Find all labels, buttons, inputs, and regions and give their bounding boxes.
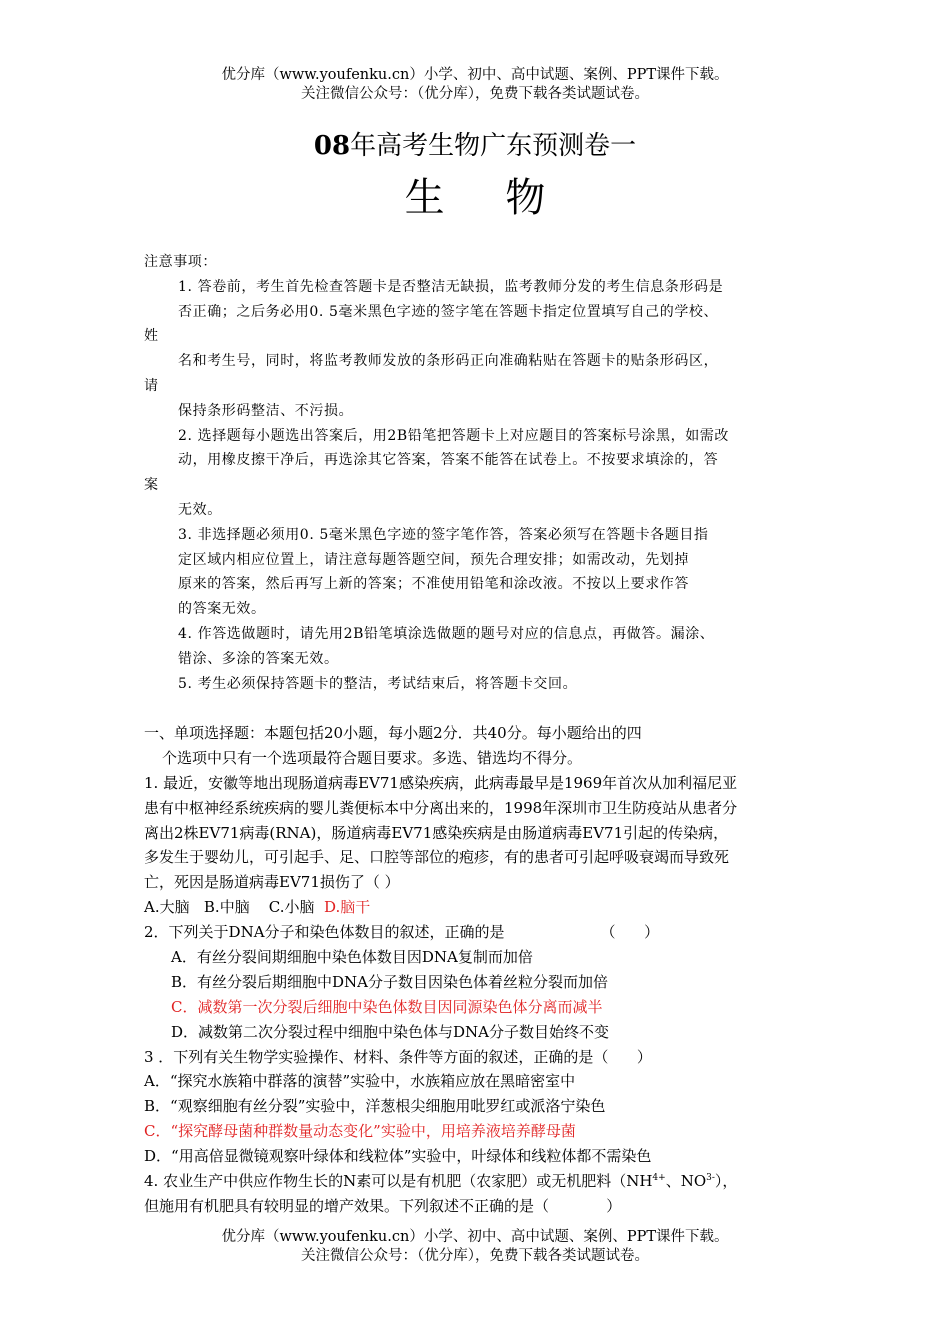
option-d: D．“用高倍显微镜观察叶绿体和线粒体”实验中，叶绿体和线粒体都不需染色 (144, 1147, 652, 1166)
question-3 (144, 1045, 814, 1169)
option-b: B．有丝分裂后期细胞中DNA分子数目因染色体着丝粒分裂而加倍 (171, 972, 609, 991)
notes-line: 姓 (144, 328, 159, 345)
question-options (144, 895, 814, 920)
option-c-answer: C．“探究酵母菌种群数量动态变化”实验中，用培养液培养酵母菌 (144, 1122, 576, 1141)
notes-heading: 注意事项： (144, 254, 217, 270)
question-text: 多发生于婴幼儿，可引起手、足、口腔等部位的疱疹，有的患者可引起呼吸衰竭而导致死 (144, 848, 730, 867)
question-text: 4. 农业生产中供应作物生长的N素可以是有机肥（农家肥）或无机肥料（NH (144, 1172, 653, 1191)
notes-line: 无效。 (178, 501, 222, 518)
option-a: A．“探究水族箱中群落的演替”实验中，水族箱应放在黑暗密室中 (144, 1072, 576, 1091)
notes-section (144, 250, 814, 696)
title-year: 08 (313, 131, 351, 161)
notes-line: 4. 作答选做题时，请先用2B铅笔填涂选做题的题号对应的信息点，再做答。漏涂、 (178, 625, 715, 642)
footer-line-1: 优分库（www.youfenku.cn）小学、初中、高中试题、案例、PPT课件下载。 (221, 1229, 729, 1245)
superscript: 4+ (652, 1173, 666, 1184)
question-text: 但施用有机肥具有较明显的增产效果。下列叙述不正确的是（ ） (144, 1196, 622, 1215)
section-heading-cont: 个选项中只有一个选项最符合题目要求。多选、错选均不得分。 (162, 748, 583, 767)
notes-line: 保持条形码整洁、不污损。 (178, 402, 354, 419)
notes-line: 请 (144, 377, 159, 394)
answer-paren: （ ） (600, 923, 660, 942)
header-line-2: 关注微信公众号：（优分库），免费下载各类试题试卷。 (301, 86, 649, 102)
question-4 (144, 1169, 814, 1219)
footer-line-2: 关注微信公众号：（优分库），免费下载各类试题试卷。 (301, 1248, 649, 1264)
notes-line: 错涂、多涂的答案无效。 (178, 650, 339, 667)
notes-line: 1. 答卷前，考生首先检查答题卡是否整洁无缺损，监考教师分发的考生信息条形码是 (178, 278, 724, 295)
notes-line: 案 (144, 477, 159, 494)
notes-line: 定区域内相应位置上，请注意每题答题空间，预先合理安排；如需改动，先划掉 (178, 551, 689, 568)
title-text: 年高考生物广东预测卷一 (350, 131, 637, 161)
question-text: 亡，死因是肠道病毒EV71损伤了（ ） (144, 873, 400, 892)
option-d: D．减数第二次分裂过程中细胞中染色体与DNA分子数目始终不变 (171, 1022, 610, 1041)
notes-line: 3. 非选择题必须用0. 5毫米黑色字迹的签字笔作答，答案必须写在答题卡各题目指 (178, 526, 709, 543)
question-stem (144, 920, 814, 945)
question-text: ）， (714, 1172, 738, 1191)
notes-line: 5. 考生必须保持答题卡的整洁，考试结束后，将答题卡交回。 (178, 675, 578, 692)
notes-line: 动，用橡皮擦干净后，再选涂其它答案，答案不能答在试卷上。不按要求填涂的，答 (178, 452, 719, 469)
option-list: A.大脑 B.中脑 C.小脑 (144, 898, 325, 917)
notes-line: 名和考生号，同时，将监考教师发放的条形码正向准确粘贴在答题卡的贴条形码区， (178, 353, 719, 370)
question-text: 1. 最近，安徽等地出现肠道病毒EV71感染疾病，此病毒最早是1969年首次从加利福尼亚 (144, 773, 738, 792)
page-footer (0, 1228, 950, 1266)
notes-line: 原来的答案，然后再写上新的答案；不准使用铅笔和涂改液。不按以上要求作答 (178, 576, 689, 593)
questions-section (144, 721, 814, 1219)
question-text: 离出2株EV71病毒(RNA)，肠道病毒EV71感染疾病是由肠道病毒EV71引起的传染病， (144, 823, 729, 842)
question-text: 患有中枢神经系统疾病的婴儿粪便标本中分离出来的，1998年深圳市卫生防疫站从患者分 (144, 798, 738, 817)
question-text: 、NO (665, 1172, 707, 1191)
section-heading: 一、单项选择题：本题包括20小题，每小题2分．共40分。每小题给出的四 (144, 724, 642, 742)
notes-line: 否正确；之后务必用0. 5毫米黑色字迹的签字笔在答题卡指定位置填写自己的学校、 (178, 303, 719, 320)
option-a: A．有丝分裂间期细胞中染色体数目因DNA复制而加倍 (171, 948, 533, 967)
question-2 (144, 920, 814, 1044)
question-text: 2．下列关于DNA分子和染色体数目的叙述，正确的是 (144, 923, 505, 942)
option-b: B．“观察细胞有丝分裂”实验中，洋葱根尖细胞用吡罗红或派洛宁染色 (144, 1097, 606, 1116)
question-1 (144, 771, 814, 920)
superscript: 3- (706, 1173, 715, 1184)
question-stem: 3 ．下列有关生物学实验操作、材料、条件等方面的叙述，正确的是（ ） (144, 1047, 652, 1066)
notes-line: 的答案无效。 (178, 601, 266, 618)
option-c-answer: C．减数第一次分裂后细胞中染色体数目因同源染色体分离而减半 (171, 997, 603, 1016)
answer-highlight: D.脑干 (324, 898, 371, 917)
page-header (0, 66, 950, 104)
question-stem (144, 1169, 814, 1194)
exam-title (0, 128, 950, 164)
subject-title: 生 物 (404, 175, 570, 221)
header-line-1: 优分库（www.youfenku.cn）小学、初中、高中试题、案例、PPT课件下载。 (221, 67, 729, 83)
notes-line: 2. 选择题每小题选出答案后，用2B铅笔把答题卡上对应题目的答案标号涂黑，如需改 (178, 427, 730, 444)
